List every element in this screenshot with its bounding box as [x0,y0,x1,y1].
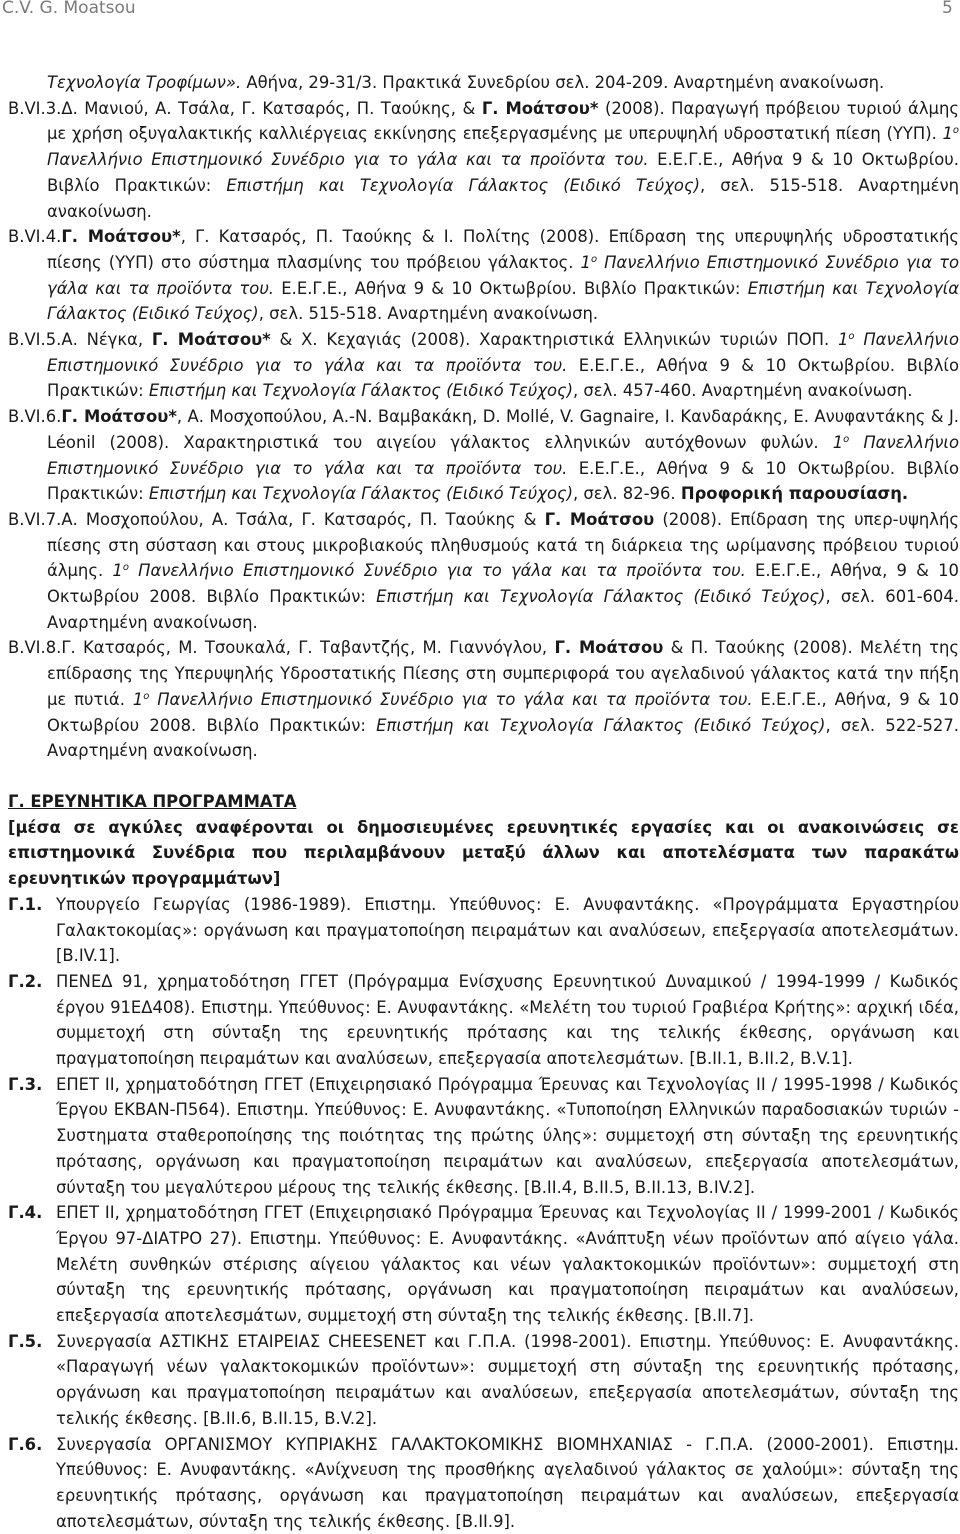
reference-code: Β.VI.4. [8,227,62,247]
project-item: Γ.4. ΕΠΕΤ ΙΙ, χρηματοδότηση ΓΓΕΤ (Επιχειρησιακό Πρόγραμμα Έρευνας και Τεχνολογίας ΙΙ / 1999-2001 / Κωδικός Έργου 97-ΔΙΑΤΡΟ 27). Επιστημ. Υπεύθυνος: Ε. Ανυφαντάκης. «Ανάπτυξη νέων προϊόντων από αίγειο γάλα. Μελέτη συνθηκών στέρισης αίγειου γάλακτος και νέων γαλακτοκομικών προϊόντων»: συμμετοχή στη σύνταξη της ερευνητικής πρότασης, οργάνωση και πραγματοποίηση πειραμάτων και αναλύσεων, επεξεργασία αποτελεσμάτων, συμμετοχή στη σύνταξη της τελικής έκθεσης. [Β.ΙΙ.7]. [8,1200,959,1329]
project-item: Γ.6. Συνεργασία ΟΡΓΑΝΙΣΜΟΥ ΚΥΠΡΙΑΚΗΣ ΓΑΛΑΚΤΟΚΟΜΙΚΗΣ ΒΙΟΜΗΧΑΝΙΑΣ - Γ.Π.Α. (2000-2001). Επιστημ. Υπεύθυνος: Ε. Ανυφαντάκης. «Ανίχνευση της προσθήκης αγελαδινού γάλακτος σε χαλούμι»: σύνταξη της ερευνητικής πρότασης, οργάνωση και πραγματοποίηση πειραμάτων και αναλύσεων, επεξεργασία αποτελεσμάτων, σύνταξη της τελικής έκθεσης. [Β.ΙΙ.9]. [8,1432,959,1534]
reference-b-vi-6: Β.VI.6.Γ. Μοάτσου*, Α. Μοσχοπούλου, Α.-Ν. Βαμβακάκη, D. Mollé, V. Gagnaire, Ι. Κανδαράκης, Ε. Ανυφαντάκης & J. Léonil (2008). Χαρακτηριστικά του αιγείου γάλακτος ελληνικών αυτόχθονων φυλών. $1^o$ Πανελλήνιο Επιστημονικό Συνέδριο για το γάλα και τα προϊόντα του. Ε.Ε.Γ.Ε., Αθήνα 9 & 10 Οκτωβρίου. Βιβλίο Πρακτικών: Επιστήμη και Τεχνολογία Γάλακτος (Ειδικό Τεύχος), σελ. 82-96. Προφορική παρουσίαση. [8,407,960,504]
project-code: Γ.6. [8,1434,43,1454]
reference-code: Β.VI.5. [8,330,62,350]
project-code: Γ.4. [8,1203,43,1223]
project-item: Γ.5. Συνεργασία ΑΣΤΙΚΗΣ ΕΤΑΙΡΕΙΑΣ CHEESENET και Γ.Π.Α. (1998-2001). Επιστημ. Υπεύθυνος: Ε. Ανυφαντάκης. «Παραγωγή νέων γαλακτοκομικών προϊόντων»: συμμετοχή στη σύνταξη της ερευνητικής πρότασης, οργάνωση και πραγματοποίηση πειραμάτων και αναλύσεων, επεξεργασία αποτελεσμάτων, σύνταξη της τελικής έκθεσης. [Β.ΙΙ.6, Β.ΙΙ.15, Β.V.2]. [8,1329,959,1432]
reference-code: Β.VI.8. [8,638,62,658]
project-item: Γ.3. ΕΠΕΤ ΙΙ, χρηματοδότηση ΓΓΕΤ (Επιχειρησιακό Πρόγραμμα Έρευνας και Τεχνολογίας ΙΙ / 1995-1998 / Κωδικός Έργου ΕΚΒΑΝ-Π564). Επιστημ. Υπεύθυνος: Ε. Ανυφαντάκης. «Τυποποίηση Ελληνικών παραδοσιακών τυριών - Συστηματα σταθεροποίησης της ποιότητας της πρώτης ύλης»: συμμετοχή στη σύνταξη της ερευνητικής πρότασης, οργάνωση και πραγματοποίηση πειραμάτων και αναλύσεων, επεξεργασία αποτελεσμάτων, σύνταξη του μεγαλύτερου μέρους της τελικής έκθεσης. [Β.ΙΙ.4, Β.ΙΙ.5, Β.ΙΙ.13, Β.IV.2]. [8,1072,959,1201]
reference-continuation: Τεχνολογία Τροφίμων». Αθήνα, 29-31/3. Πρακτικά Συνεδρίου σελ. 204-209. Αναρτημένη ανακοίνωση. [47,73,885,92]
reference-b-vi-8: Β.VI.8.Γ. Κατσαρός, Μ. Τσουκαλά, Γ. Ταβαντζής, Μ. Γιαννόγλου, Γ. Μοάτσου & Π. Ταούκης (2008). Μελέτη της επίδρασης της Υπερυψηλής Υδροστατικής Πίεσης στη συμπεριφορά του αγελαδινού γάλακτος κατά την πήξη με πυτιά. $1^o$ Πανελλήνιο Επιστημονικό Συνέδριο για το γάλα και τα προϊόντα του. Ε.Ε.Γ.Ε., Αθήνα, 9 & 10 Οκτωβρίου 2008. Βιβλίο Πρακτικών: Επιστήμη και Τεχνολογία Γάλακτος (Ειδικό Τεύχος), σελ. 522-527. Αναρτημένη ανακοίνωση. [8,638,959,761]
reference-b-vi-5: Β.VI.5.Α. Νέγκα, Γ. Μοάτσου* & Χ. Κεχαγιάς (2008). Χαρακτηριστικά Ελληνικών τυριών ΠΟΠ. $1^o$ Πανελλήνιο Επιστημονικό Συνέδριο για το γάλα και τα προϊόντα του. Ε.Ε.Γ.Ε., Αθήνα 9 & 10 Οκτωβρίου. Βιβλίο Πρακτικών: Επιστήμη και Τεχνολογία Γάλακτος (Ειδικό Τεύχος), σελ. 457-460. Αναρτημένη ανακοίνωση. [8,330,959,401]
project-code: Γ.2. [8,971,43,991]
reference-b-vi-4: Β.VI.4.Γ. Μοάτσου*, Γ. Κατσαρός, Π. Ταούκης & Ι. Πολίτης (2008). Επίδραση της υπερυψηλής υδροστατικής πίεσης (ΥΥΠ) στο σύστημα πλασμίνης του πρόβειου γάλακτος. $1^o$ Πανελλήνιο Επιστημονικό Συνέδριο για το γάλα και τα προϊόντα του. Ε.Ε.Γ.Ε., Αθήνα 9 & 10 Οκτωβρίου. Βιβλίο Πρακτικών: Επιστήμη και Τεχνολογία Γάλακτος (Ειδικό Τεύχος), σελ. 515-518. Αναρτημένη ανακοίνωση. [8,227,960,324]
section-note: [μέσα σε αγκύλες αναφέρονται οι δημοσιευμένες ερευνητικές εργασίες και οι ανακοινώσεις σε επιστημονικά Συνέδρια που περιλαμβάνουν μεταξύ άλλων και αποτελέσματα των παρακάτω ερευνητικών προγραμμάτων] [8,817,959,889]
project-code: Γ.5. [8,1331,43,1351]
reference-code: Β.VI.7. [8,509,62,529]
document-body [8,70,959,1534]
page-number: 5 [942,0,953,18]
oral-presentation-note: Προφορική παρουσίαση. [680,484,909,504]
reference-b-vi-3: Β.VI.3.Δ. Μανιού, Α. Τσάλα, Γ. Κατσαρός, Π. Ταούκης, & Γ. Μοάτσου* (2008). Παραγωγή πρόβειου τυριού άλμης με χρήση οξυγαλακτικής καλλιέργειας εκκίνησης επεξεργασμένης με υπερυψηλή υδροστατική πίεση (ΥΥΠ). $1^o$ Πανελλήνιο Επιστημονικό Συνέδριο για το γάλα και τα προϊόντα του. Ε.Ε.Γ.Ε., Αθήνα 9 & 10 Οκτωβρίου. Βιβλίο Πρακτικών: Επιστήμη και Τεχνολογία Γάλακτος (Ειδικό Τεύχος), σελ. 515-518. Αναρτημένη ανακοίνωση. [8,98,959,221]
section-heading: Γ. ΕΡΕΥΝΗΤΙΚΑ ΠΡΟΓΡΑΜΜΑΤΑ [8,791,297,811]
reference-code: Β.VI.3. [8,98,62,118]
project-code: Γ.3. [8,1074,43,1094]
project-code: Γ.1. [8,894,43,914]
running-header-author: C.V. G. Moatsou [2,0,136,18]
reference-b-vi-7: Β.VI.7.Α. Μοσχοπούλου, Α. Τσάλα, Γ. Κατσαρός, Π. Ταούκης & Γ. Μοάτσου (2008). Επίδραση της υπερ-υψηλής πίεσης στη σύσταση και στους μικροβιακούς πληθυσμούς κατά τη διάρκεια της ωρίμανσης πρόβειου τυριού άλμης. $1^o$ Πανελλήνιο Επιστημονικό Συνέδριο για το γάλα και τα προϊόντα του. Ε.Ε.Γ.Ε., Αθήνα, 9 & 10 Οκτωβρίου 2008. Βιβλίο Πρακτικών: Επιστήμη και Τεχνολογία Γάλακτος (Ειδικό Τεύχος), σελ. 601-604. Αναρτημένη ανακοίνωση. [8,509,959,632]
project-item: Γ.2. ΠΕΝΕΔ 91, χρηματοδότηση ΓΓΕΤ (Πρόγραμμα Ενίσχυσης Ερευνητικού Δυναμικού / 1994-1999 / Κωδικός έργου 91ΕΔ408). Επιστημ. Υπεύθυνος: Ε. Ανυφαντάκης. «Μελέτη του τυριού Γραβιέρα Κρήτης»: αρχική ιδέα, συμμετοχή στη σύνταξη της ερευνητικής πρότασης και της τελικής έκθεσης, οργάνωση και πραγματοποίηση πειραμάτων και αναλύσεων, επεξεργασία αποτελεσμάτων. [Β.ΙΙ.1, Β.ΙΙ.2, Β.V.1]. [8,969,959,1072]
reference-code: Β.VI.6. [8,407,62,427]
project-item: Γ.1. Υπουργείο Γεωργίας (1986-1989). Επιστημ. Υπεύθυνος: Ε. Ανυφαντάκης. «Προγράμματα Εργαστηρίου Γαλακτοκομίας»: οργάνωση και πραγματοποίηση πειραμάτων και αναλύσεων, επεξεργασία αποτελεσμάτων. [Β.IV.1]. [8,892,959,969]
